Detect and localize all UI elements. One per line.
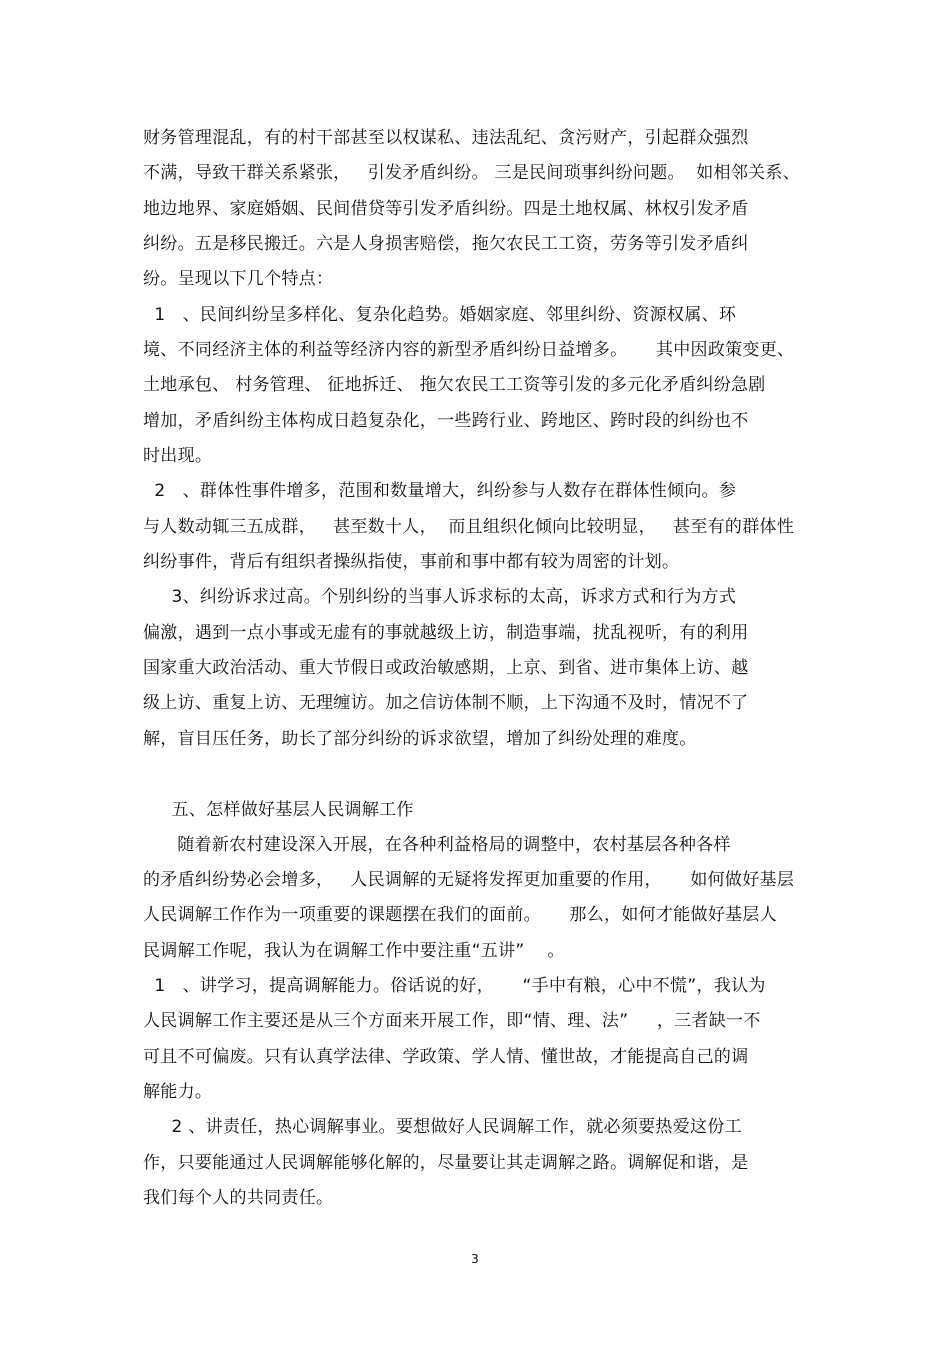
body-text-line: 地边地界、家庭婚姻、民间借贷等引发矛盾纠纷。四是土地权属、林权引发矛盾: [143, 199, 749, 219]
body-text-line: 解，盲目压任务，助长了部分纠纷的诉求欲望，增加了纠纷处理的难度。: [143, 729, 697, 749]
body-text-line: 与人数动辄三五成群， 甚至数十人， 而且组织化倾向比较明显， 甚至有的群体性: [143, 517, 795, 537]
body-text-line: 境、不同经济主体的利益等经济内容的新型矛盾纠纷日益增多。 其中因政策变更、: [143, 340, 795, 360]
body-text-line: 解能力。: [143, 1082, 213, 1102]
list-item-line: 1 、讲学习，提高调解能力。俗话说的好， “手中有粮，心中不慌”，我认为: [143, 976, 766, 996]
list-item-line: 2 、讲责任，热心调解事业。要想做好人民调解工作，就必须要热爱这份工: [143, 1117, 742, 1137]
body-text-line: 增加，矛盾纠纷主体构成日趋复杂化，一些跨行业、跨地区、跨时段的纠纷也不: [143, 411, 749, 431]
body-text-line: 偏激，遇到一点小事或无虚有的事就越级上访，制造事端，扰乱视听，有的利用: [143, 623, 749, 643]
body-text-line: 国家重大政治活动、重大节假日或政治敏感期，上京、到省、进市集体上访、越: [143, 658, 749, 678]
body-text-line: 我们每个人的共同责任。: [143, 1188, 334, 1208]
body-text-line: 可且不可偏废。只有认真学法律、学政策、学人情、懂世故，才能提高自己的调: [143, 1047, 749, 1067]
body-text-line: 纠纷。五是移民搬迁。六是人身损害赔偿，拖欠农民工工资，劳务等引发矛盾纠: [143, 234, 749, 254]
body-text-line: 的矛盾纠纷势必会增多， 人民调解的无疑将发挥更加重要的作用， 如何做好基层: [143, 870, 795, 890]
page-number: 3: [471, 1252, 479, 1266]
body-text-line: 纷。呈现以下几个特点：: [143, 269, 334, 289]
body-text-line: 时出现。: [143, 446, 213, 466]
list-item-line: 3、纠纷诉求过高。个别纠纷的当事人诉求标的太高，诉求方式和行为方式: [143, 587, 737, 607]
body-text-line: 人民调解工作主要还是从三个方面来开展工作，即“情、理、法” ，三者缺一不: [143, 1011, 761, 1031]
body-text-line: 财务管理混乱，有的村干部甚至以权谋私、违法乱纪、贪污财产，引起群众强烈: [143, 128, 749, 148]
body-text-line: 人民调解工作作为一项重要的课题摆在我们的面前。 那么，如何才能做好基层人: [143, 905, 778, 925]
body-text-line: 不满，导致干群关系紧张， 引发矛盾纠纷。 三是民间琐事纠纷问题。 如相邻关系、: [143, 163, 801, 183]
body-text-line: 级上访、重复上访、无理缠访。加之信访体制不顺，上下沟通不及时，情况不了: [143, 693, 749, 713]
list-item-line: 2 、群体性事件增多，范围和数量增大，纠纷参与人数存在群体性倾向。参: [143, 481, 737, 501]
body-text-line: 作，只要能通过人民调解能够化解的，尽量要让其走调解之路。调解促和谐，是: [143, 1153, 749, 1173]
body-text-line: 纠纷事件，背后有组织者操纵指使，事前和事中都有较为周密的计划。: [143, 552, 680, 572]
body-text-line: 土地承包、 村务管理、 征地拆迁、 拖欠农民工工资等引发的多元化矛盾纠纷急剧: [143, 375, 766, 395]
list-item-line: 1 、民间纠纷呈多样化、复杂化趋势。婚姻家庭、邻里纠纷、资源权属、环: [143, 305, 737, 325]
body-text-line: 随着新农村建设深入开展，在各种利益格局的调整中，农村基层各种各样: [143, 835, 731, 855]
section-heading: 五、怎样做好基层人民调解工作: [143, 800, 414, 820]
body-text-line: 民调解工作呢，我认为在调解工作中要注重“五讲” 。: [143, 941, 565, 961]
